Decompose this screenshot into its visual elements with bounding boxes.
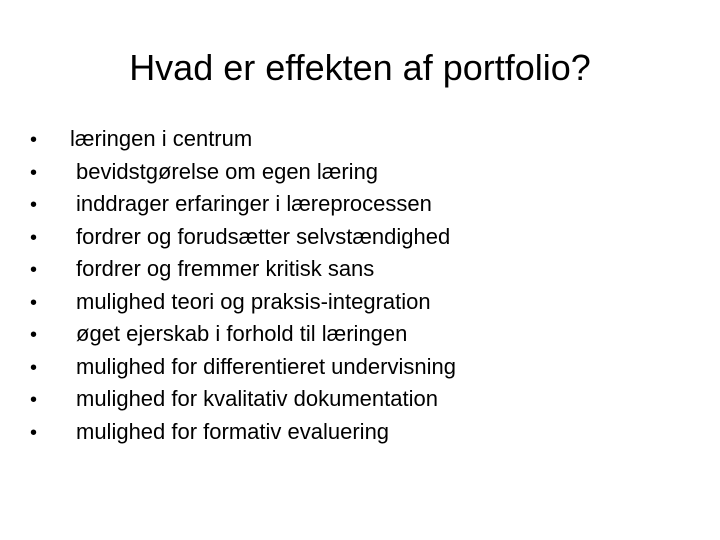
bullet-icon: • — [30, 194, 38, 216]
bullet-text: fordrer og fremmer kritisk sans — [76, 256, 375, 281]
bullet-icon: • — [30, 226, 38, 249]
bullet-item — [30, 286, 690, 319]
bullet-item — [30, 253, 690, 286]
bullet-icon: • — [30, 259, 38, 281]
bullet-text: mulighed for formativ evaluering — [76, 418, 390, 444]
bullet-icon: • — [30, 421, 38, 444]
bullet-text: mulighed for kvalitativ dokumentation — [76, 386, 438, 411]
bullet-item — [30, 123, 690, 156]
bullet-icon: • — [30, 356, 38, 379]
bullet-text: læringen i centrum — [70, 126, 253, 151]
bullet-icon: • — [30, 389, 38, 411]
bullet-item — [30, 416, 690, 449]
bullet-item — [30, 351, 690, 384]
bullet-item — [30, 188, 690, 221]
bullet-icon: • — [30, 291, 38, 314]
slide-title: Hvad er effekten af portfolio? — [129, 47, 591, 88]
bullet-text: mulighed for differentieret undervisning — [76, 353, 456, 379]
bullet-icon: • — [30, 324, 38, 346]
bullet-item — [30, 318, 690, 351]
bullet-text: øget ejerskab i forhold til læringen — [76, 321, 408, 346]
bullet-list — [30, 123, 690, 448]
bullet-icon: • — [30, 161, 38, 184]
bullet-text: mulighed teori og praksis-integration — [76, 288, 431, 314]
bullet-item — [30, 156, 690, 189]
bullet-item — [30, 221, 690, 254]
bullet-text: fordrer og forudsætter selvstændighed — [76, 223, 451, 249]
bullet-icon: • — [30, 129, 38, 151]
bullet-item — [30, 383, 690, 416]
bullet-text: bevidstgørelse om egen læring — [76, 158, 379, 184]
bullet-text: inddrager erfaringer i læreprocessen — [76, 191, 432, 216]
